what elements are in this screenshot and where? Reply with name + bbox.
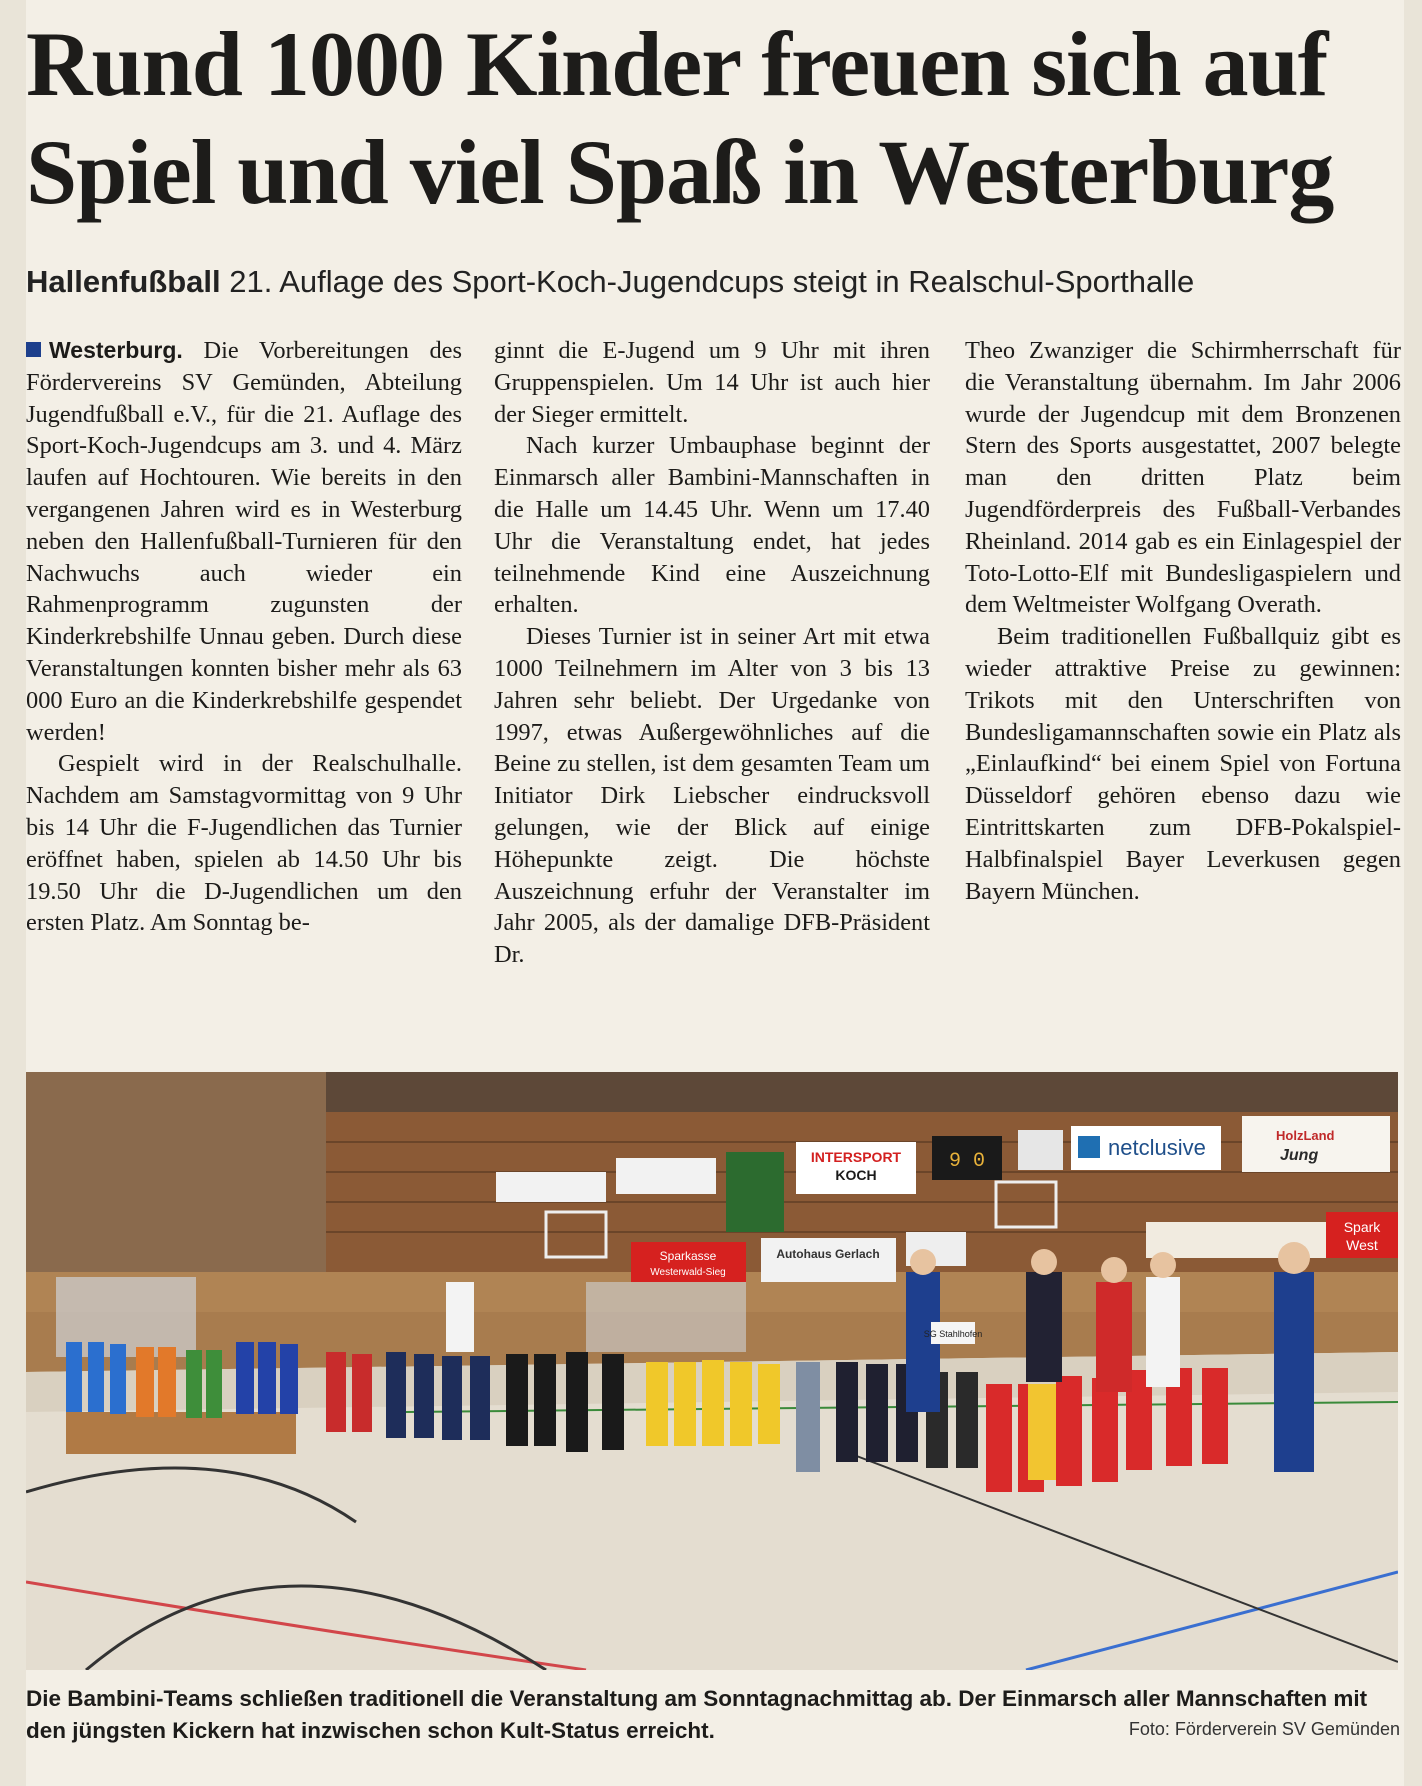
dateline: Westerburg. [49, 337, 183, 363]
headline-line-1: Rund 1000 Kinder freuen sich auf [26, 13, 1328, 115]
article-column-2 [494, 335, 930, 971]
adjacent-page-strip-left [0, 0, 26, 1786]
team-sign: SG Stahlhofen [923, 1329, 983, 1339]
article-paragraph: Theo Zwanziger die Schirmherrschaft für die Veranstaltung übernahm. Im Jahr 2006 wurde der Jugendcup mit dem Bronzenen Stern des Sports ausgestattet, 2007 belegte man den dritten Platz beim Jugendförderpreis des Fußball-Verbandes Rheinland. 2014 gab es ein Einlagespiel der Toto-Lotto-Elf mit Bundesligaspielern und dem Weltmeister Wolfgang Overath. [965, 337, 1401, 619]
headline [26, 10, 1404, 226]
banner-holzland: HolzLand [1276, 1128, 1335, 1143]
article-paragraph: Dieses Turnier ist in seiner Art mit etwa 1000 Teilnehmern im Alter von 3 bis 13 Jahren sehr beliebt. Der Urgedanke von 1997, etwas Außergewöhnliches auf die Beine zu stellen, ist dem gesamten Team um Initiator Dirk Liebscher eindrucksvoll gelungen, wie der Blick auf einige Höhepunkte zeigt. Die höchste Auszeichnung erfuhr der Veranstalter im Jahr 2005, als der damalige DFB-Präsident Dr. [494, 623, 930, 969]
subheadline-text: 21. Auflage des Sport-Koch-Jugendcups steigt in Realschul-Sporthalle [220, 264, 1195, 299]
article-paragraph: ginnt die E-Jugend um 9 Uhr mit ihren Gruppenspielen. Um 14 Uhr ist auch hier der Sieger ermittelt. [494, 337, 930, 428]
article-paragraph: Beim traditionellen Fußballquiz gibt es wieder attraktive Preise zu gewinnen: Trikots mit den Unterschriften von Bundesligamannschaften sowie ein Platz als „Einlaufkind“ bei einem Spiel von Fortuna Düsseldorf gehören ebenso dazu wie Eintrittskarten zum DFB-Pokalspiel-Halbfinalspiel Bayer Leverkusen gegen Bayern München. [965, 623, 1401, 905]
article-column-1 [26, 335, 462, 939]
subheadline-kicker: Hallenfußball [26, 264, 221, 299]
dateline-square-icon [26, 342, 41, 357]
sports-hall-photo [26, 1072, 1398, 1670]
banner-sparkasse-right: Spark [1343, 1219, 1381, 1235]
banner-intersport: INTERSPORT [810, 1149, 902, 1165]
banner-gerlach: Autohaus Gerlach [776, 1247, 880, 1261]
article-paragraph: Nach kurzer Umbauphase beginnt der Einmarsch aller Bambini-Mannschaften in die Halle um 14.45 Uhr. Wenn um 17.40 Uhr die Veranstaltung endet, hat jedes teilnehmende Kind eine Auszeichnung erhalten. [494, 432, 930, 619]
photo-credit: Foto: Förderverein SV Gemünden [1128, 1719, 1400, 1739]
banner-sparkasse: Sparkasse [659, 1249, 717, 1263]
subheadline [26, 262, 1404, 302]
banner-netclusive: netclusive [1108, 1135, 1206, 1160]
article-paragraph [26, 335, 462, 748]
banner-jung: Jung [1280, 1147, 1319, 1164]
article-column-3 [965, 335, 1401, 907]
article-paragraph: Gespielt wird in der Realschulhalle. Nachdem am Samstagvormittag von 9 Uhr bis 14 Uhr die F-Jugendlichen das Turnier eröffnet haben, spielen ab 14.50 Uhr bis 19.50 Uhr die D-Jugendlichen um den ersten Platz. Am Sonntag be- [26, 750, 462, 937]
banner-sparkasse-sub: Westerwald-Sieg [650, 1267, 726, 1278]
article-photo [26, 1072, 1398, 1670]
photo-caption: Die Bambini-Teams schließen traditionell die Veranstaltung am Sonntagnachmittag ab. Der Einmarsch aller Mannschaften mit den jüngsten Kickern hat inzwischen schon Kult-Status erreicht. [26, 1686, 1368, 1743]
scoreboard: 9 0 [948, 1150, 986, 1173]
banner-koch: KOCH [835, 1167, 877, 1183]
paragraph-text: Die Vorbereitungen des Fördervereins SV Gemünden, Abteilung Jugendfußball e.V., für die 21. Auflage des Sport-Koch-Jugendcups am 3. und 4. März laufen auf Hochtouren. Wie bereits in den vergangenen Jahren wird es in Westerburg neben den Hallenfußball-Turnieren für den Nachwuchs auch wieder ein Rahmenprogramm zugunsten der Kinderkrebshilfe Unnau geben. Durch diese Veranstaltungen konnten bisher mehr als 63 000 Euro an die Kinderkrebshilfe gespendet werden! [26, 337, 462, 746]
adjacent-page-strip-right [1404, 0, 1422, 1786]
headline-line-2: Spiel und viel Spaß in Westerburg [26, 121, 1334, 223]
banner-sparkasse-right-sub: West [1346, 1237, 1378, 1253]
